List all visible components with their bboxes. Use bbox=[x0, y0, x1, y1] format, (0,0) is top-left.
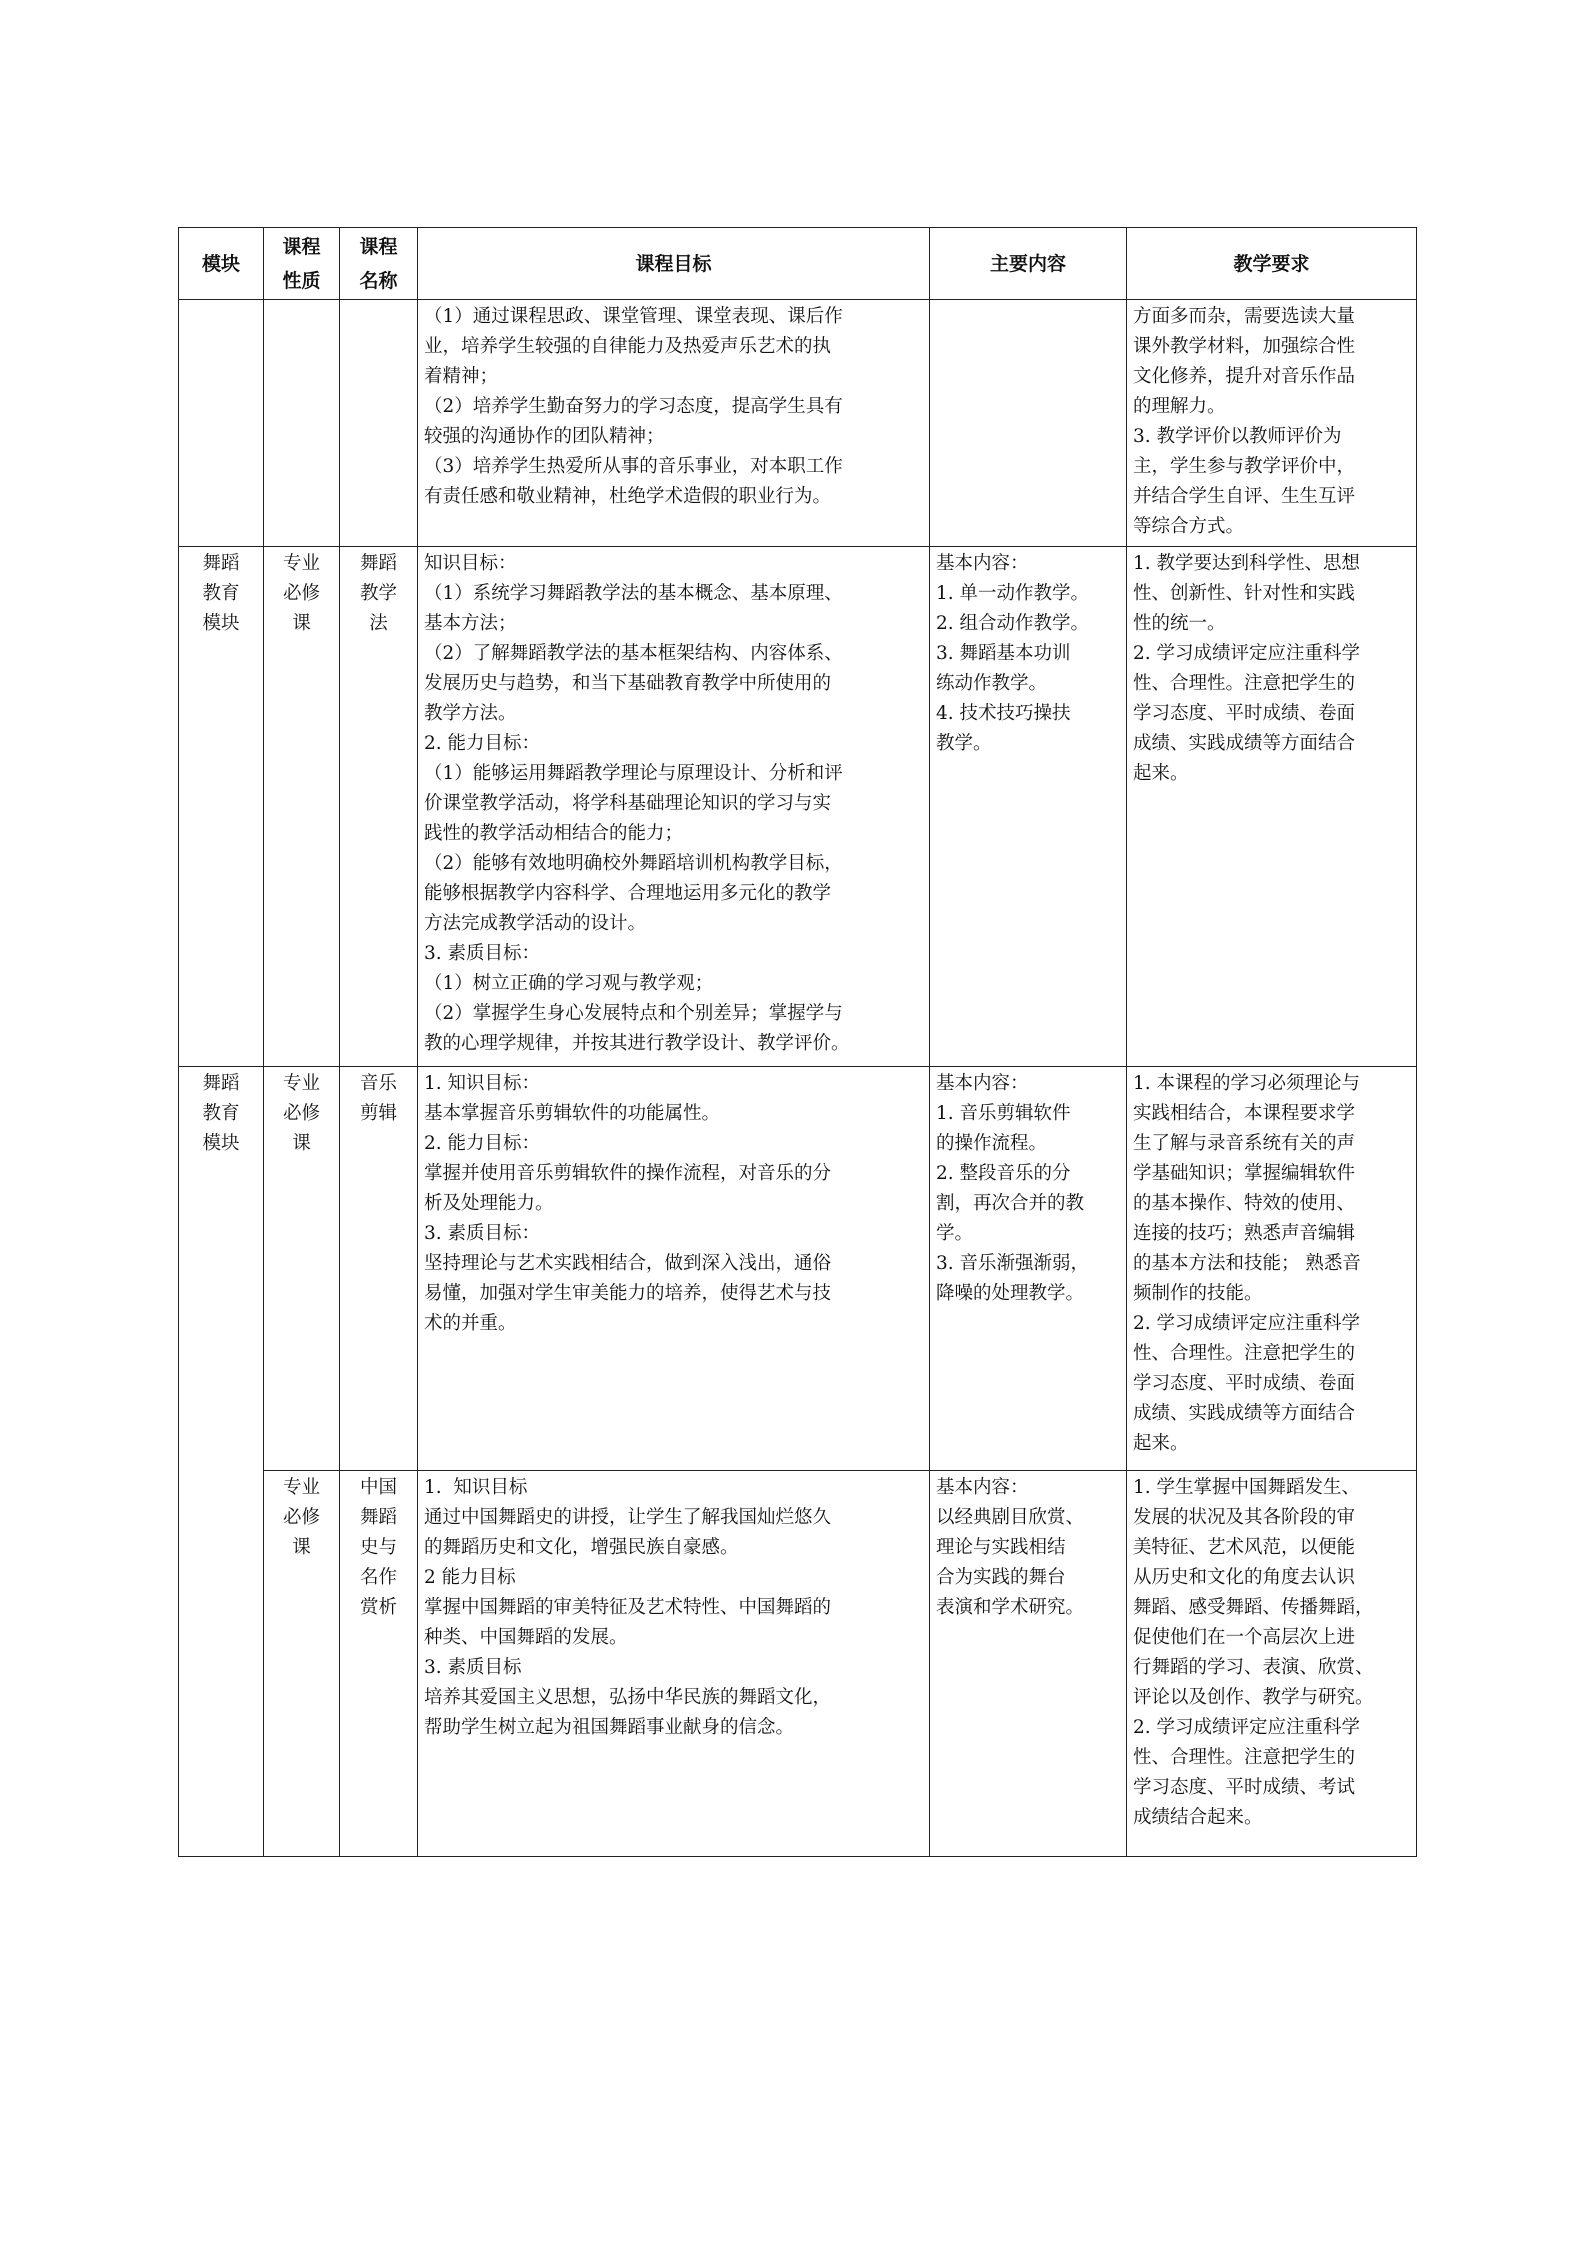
text-line: （2）能够有效地明确校外舞蹈培训机构教学目标， bbox=[424, 853, 843, 874]
text-line: 2. 整段音乐的分 bbox=[936, 1163, 1071, 1184]
text-line: 促使他们在一个高层次上进 bbox=[1133, 1627, 1356, 1648]
text-line: 2. 能力目标： bbox=[424, 1133, 541, 1154]
text-line: 舞蹈、感受舞蹈、传播舞蹈， bbox=[1133, 1597, 1374, 1618]
text-line: 以经典剧目欣赏、 bbox=[936, 1507, 1085, 1528]
text-line: 掌握并使用音乐剪辑软件的操作流程，对音乐的分 bbox=[424, 1163, 832, 1184]
module-cell bbox=[179, 547, 264, 1067]
requirement-cell bbox=[1127, 1471, 1417, 1857]
text-line: 发展的状况及其各阶段的审 bbox=[1133, 1507, 1356, 1528]
text-line: 学习态度、平时成绩、卷面 bbox=[1133, 703, 1356, 724]
text-line: 帮助学生树立起为祖国舞蹈事业献身的信念。 bbox=[424, 1717, 795, 1738]
text-line: 名称 bbox=[359, 269, 398, 292]
text-line: 2. 学习成绩评定应注重科学 bbox=[1133, 1717, 1361, 1738]
text-line: 起来。 bbox=[1133, 1433, 1189, 1454]
text-line: 基本方法； bbox=[424, 613, 517, 634]
text-line: 析及处理能力。 bbox=[424, 1193, 554, 1214]
text-line: 性、合理性。注意把学生的 bbox=[1133, 1747, 1356, 1768]
text-line: 频制作的技能。 bbox=[1133, 1283, 1263, 1304]
course-name-cell bbox=[340, 300, 418, 547]
content-cell bbox=[930, 1471, 1127, 1857]
text-line: 1. 音乐剪辑软件 bbox=[936, 1103, 1071, 1124]
text-line: 教学方法。 bbox=[424, 703, 517, 724]
text-line: 易懂，加强对学生审美能力的培养，使得艺术与技 bbox=[424, 1283, 832, 1304]
text-line: 基本内容： bbox=[936, 1073, 1029, 1094]
text-line: 教学。 bbox=[936, 733, 992, 754]
text-line: 4. 技术技巧操扶 bbox=[936, 703, 1071, 724]
text-line: 的舞蹈历史和文化，增强民族自豪感。 bbox=[424, 1537, 739, 1558]
text-line: 必修 bbox=[282, 1507, 320, 1528]
text-line: 3. 素质目标： bbox=[424, 943, 541, 964]
text-line: 起来。 bbox=[1133, 763, 1189, 784]
text-line: 成绩、实践成绩等方面结合 bbox=[1133, 733, 1356, 754]
text-line: 文化修养，提升对音乐作品 bbox=[1133, 366, 1356, 387]
header-module bbox=[179, 228, 264, 300]
text-line: 生了解与录音系统有关的声 bbox=[1133, 1133, 1356, 1154]
text-line: 课程 bbox=[282, 235, 321, 258]
text-line: 能够根据教学内容科学、合理地运用多元化的教学 bbox=[424, 883, 832, 904]
text-line: 从历史和文化的角度去认识 bbox=[1133, 1567, 1356, 1588]
text-line: 舞蹈 bbox=[359, 553, 397, 574]
content-cell bbox=[930, 300, 1127, 547]
text-line: 课外教学材料，加强综合性 bbox=[1133, 336, 1356, 357]
goal-cell bbox=[418, 1471, 930, 1857]
text-line: 主，学生参与教学评价中， bbox=[1133, 456, 1356, 477]
text-line: 方面多而杂，需要选读大量 bbox=[1133, 306, 1356, 327]
text-line: 价课堂教学活动，将学科基础理论知识的学习与实 bbox=[424, 793, 832, 814]
text-line: 成绩结合起来。 bbox=[1133, 1807, 1263, 1828]
curriculum-table bbox=[178, 227, 1417, 1857]
text-line: 性、创新性、针对性和实践 bbox=[1133, 583, 1356, 604]
text-line: 基本内容： bbox=[936, 553, 1029, 574]
text-line: 模块 bbox=[201, 252, 240, 275]
text-line: 必修 bbox=[282, 583, 320, 604]
header-goal bbox=[418, 228, 930, 300]
text-line: 2. 学习成绩评定应注重科学 bbox=[1133, 1313, 1361, 1334]
nature-cell bbox=[264, 1067, 340, 1471]
text-line: 舞蹈 bbox=[202, 553, 240, 574]
table-row bbox=[179, 300, 1417, 547]
text-line: 通过中国舞蹈史的讲授，让学生了解我国灿烂悠久 bbox=[424, 1507, 832, 1528]
text-line: 学习态度、平时成绩、考试 bbox=[1133, 1777, 1356, 1798]
header-name bbox=[340, 228, 418, 300]
text-line: 践性的教学活动相结合的能力； bbox=[424, 823, 684, 844]
requirement-cell bbox=[1127, 300, 1417, 547]
text-line: 教育 bbox=[202, 583, 240, 604]
text-line: 课程 bbox=[359, 235, 398, 258]
text-line: 性的统一。 bbox=[1133, 613, 1226, 634]
text-line: 连接的技巧；熟悉声音编辑 bbox=[1133, 1223, 1356, 1244]
text-line: 培养其爱国主义思想，弘扬中华民族的舞蹈文化， bbox=[424, 1687, 832, 1708]
goal-cell bbox=[418, 300, 930, 547]
module-cell bbox=[179, 300, 264, 547]
text-line: 音乐 bbox=[359, 1073, 397, 1094]
nature-cell bbox=[264, 1471, 340, 1857]
text-line: 较强的沟通协作的团队精神； bbox=[424, 426, 665, 447]
text-line: 专业 bbox=[282, 1073, 320, 1094]
text-line: 知识目标： bbox=[424, 553, 517, 574]
text-line: 教学 bbox=[359, 583, 397, 604]
requirement-cell bbox=[1127, 1067, 1417, 1471]
course-name-cell bbox=[340, 547, 418, 1067]
text-line: 中国 bbox=[359, 1477, 397, 1498]
text-line: 表演和学术研究。 bbox=[936, 1597, 1085, 1618]
table-row bbox=[179, 1067, 1417, 1471]
text-line: 赏析 bbox=[359, 1597, 397, 1618]
content-cell bbox=[930, 547, 1127, 1067]
text-line: 评论以及创作、教学与研究。 bbox=[1133, 1687, 1374, 1708]
course-name-cell bbox=[340, 1471, 418, 1857]
text-line: 课 bbox=[292, 1537, 311, 1558]
text-line: 课 bbox=[292, 613, 311, 634]
nature-cell bbox=[264, 547, 340, 1067]
text-line: 成绩、实践成绩等方面结合 bbox=[1133, 1403, 1356, 1424]
text-line: 1. 学生掌握中国舞蹈发生、 bbox=[1133, 1477, 1361, 1498]
text-line: 业，培养学生较强的自律能力及热爱声乐艺术的执 bbox=[424, 336, 832, 357]
text-line: 1. 本课程的学习必须理论与 bbox=[1133, 1073, 1361, 1094]
text-line: （2）了解舞蹈教学法的基本框架结构、内容体系、 bbox=[424, 643, 843, 664]
requirement-cell bbox=[1127, 547, 1417, 1067]
text-line: 基本内容： bbox=[936, 1477, 1029, 1498]
goal-cell bbox=[418, 1067, 930, 1471]
text-line: 的操作流程。 bbox=[936, 1133, 1048, 1154]
text-line: 学习态度、平时成绩、卷面 bbox=[1133, 1373, 1356, 1394]
text-line: 合为实践的舞台 bbox=[936, 1567, 1066, 1588]
text-line: 并结合学生自评、生生互评 bbox=[1133, 486, 1356, 507]
text-line: 的理解力。 bbox=[1133, 396, 1226, 417]
text-line: 性、合理性。注意把学生的 bbox=[1133, 673, 1356, 694]
text-line: 名作 bbox=[359, 1567, 397, 1588]
text-line: 课程目标 bbox=[635, 252, 712, 275]
header-row bbox=[179, 228, 1417, 300]
text-line: 术的并重。 bbox=[424, 1313, 517, 1334]
text-line: 练动作教学。 bbox=[936, 673, 1048, 694]
header-nature bbox=[264, 228, 340, 300]
text-line: 3. 素质目标 bbox=[424, 1657, 522, 1678]
text-line: （1）树立正确的学习观与教学观； bbox=[424, 973, 714, 994]
text-line: 的基本操作、特效的使用、 bbox=[1133, 1193, 1356, 1214]
text-line: 有责任感和敬业精神，杜绝学术造假的职业行为。 bbox=[424, 486, 832, 507]
text-line: 1. 知识目标： bbox=[424, 1073, 541, 1094]
text-line: 掌握中国舞蹈的审美特征及艺术特性、中国舞蹈的 bbox=[424, 1597, 832, 1618]
text-line: （1）通过课程思政、课堂管理、课堂表现、课后作 bbox=[424, 306, 843, 327]
text-line: 着精神； bbox=[424, 366, 499, 387]
text-line: 种类、中国舞蹈的发展。 bbox=[424, 1627, 628, 1648]
text-line: 2. 能力目标： bbox=[424, 733, 541, 754]
text-line: 3. 舞蹈基本功训 bbox=[936, 643, 1071, 664]
text-line: 舞蹈 bbox=[359, 1507, 397, 1528]
text-line: 降噪的处理教学。 bbox=[936, 1283, 1085, 1304]
text-line: 史与 bbox=[359, 1537, 397, 1558]
text-line: 3. 教学评价以教师评价为 bbox=[1133, 426, 1342, 447]
text-line: 3. 音乐渐强渐弱， bbox=[936, 1253, 1090, 1274]
text-line: （1）能够运用舞蹈教学理论与原理设计、分析和评 bbox=[424, 763, 843, 784]
text-line: 理论与实践相结 bbox=[936, 1537, 1066, 1558]
text-line: 2. 学习成绩评定应注重科学 bbox=[1133, 643, 1361, 664]
text-line: 模块 bbox=[202, 613, 240, 634]
text-line: 行舞蹈的学习、表演、欣赏、 bbox=[1133, 1657, 1374, 1678]
goal-cell bbox=[418, 547, 930, 1067]
text-line: 实践相结合，本课程要求学 bbox=[1133, 1103, 1356, 1124]
text-line: 美特征、艺术风范，以便能 bbox=[1133, 1537, 1356, 1558]
header-content bbox=[930, 228, 1127, 300]
text-line: 必修 bbox=[282, 1103, 320, 1124]
text-line: 方法完成教学活动的设计。 bbox=[424, 913, 647, 934]
text-line: 1. 知识目标 bbox=[424, 1477, 528, 1498]
text-line: 学基础知识；掌握编辑软件 bbox=[1133, 1163, 1356, 1184]
content-cell bbox=[930, 1067, 1127, 1471]
text-line: 1. 单一动作教学。 bbox=[936, 583, 1090, 604]
text-line: 3. 素质目标： bbox=[424, 1223, 541, 1244]
text-line: 2. 组合动作教学。 bbox=[936, 613, 1090, 634]
course-name-cell bbox=[340, 1067, 418, 1471]
nature-cell bbox=[264, 300, 340, 547]
text-line: 的基本方法和技能； 熟悉音 bbox=[1133, 1253, 1361, 1274]
text-line: （2）掌握学生身心发展特点和个别差异；掌握学与 bbox=[424, 1003, 843, 1024]
text-line: （1）系统学习舞蹈教学法的基本概念、基本原理、 bbox=[424, 583, 843, 604]
text-line: 发展历史与趋势，和当下基础教育教学中所使用的 bbox=[424, 673, 832, 694]
text-line: 学。 bbox=[936, 1223, 974, 1244]
text-line: 专业 bbox=[282, 553, 320, 574]
text-line: 剪辑 bbox=[359, 1103, 397, 1124]
text-line: 教的心理学规律，并按其进行教学设计、教学评价。 bbox=[424, 1033, 850, 1054]
table-row bbox=[179, 547, 1417, 1067]
text-line: 模块 bbox=[202, 1133, 240, 1154]
text-line: 等综合方式。 bbox=[1133, 516, 1245, 537]
text-line: 教育 bbox=[202, 1103, 240, 1124]
text-line: 性质 bbox=[282, 269, 321, 292]
text-line: 坚持理论与艺术实践相结合，做到深入浅出，通俗 bbox=[424, 1253, 832, 1274]
text-line: 课 bbox=[292, 1133, 311, 1154]
text-line: 教学要求 bbox=[1233, 252, 1310, 275]
header-requirement bbox=[1127, 228, 1417, 300]
text-line: 1. 教学要达到科学性、思想 bbox=[1133, 553, 1361, 574]
text-line: （2）培养学生勤奋努力的学习态度，提高学生具有 bbox=[424, 396, 843, 417]
text-line: 主要内容 bbox=[989, 252, 1066, 275]
text-line: 性、合理性。注意把学生的 bbox=[1133, 1343, 1356, 1364]
text-line: 专业 bbox=[282, 1477, 320, 1498]
text-line: 法 bbox=[369, 613, 388, 634]
text-line: （3）培养学生热爱所从事的音乐事业，对本职工作 bbox=[424, 456, 843, 477]
table-row bbox=[179, 1471, 1417, 1857]
text-line: 割，再次合并的教 bbox=[936, 1193, 1085, 1214]
text-line: 2 能力目标 bbox=[424, 1567, 516, 1588]
module-cell bbox=[179, 1067, 264, 1857]
text-line: 舞蹈 bbox=[202, 1073, 240, 1094]
text-line: 基本掌握音乐剪辑软件的功能属性。 bbox=[424, 1103, 721, 1124]
